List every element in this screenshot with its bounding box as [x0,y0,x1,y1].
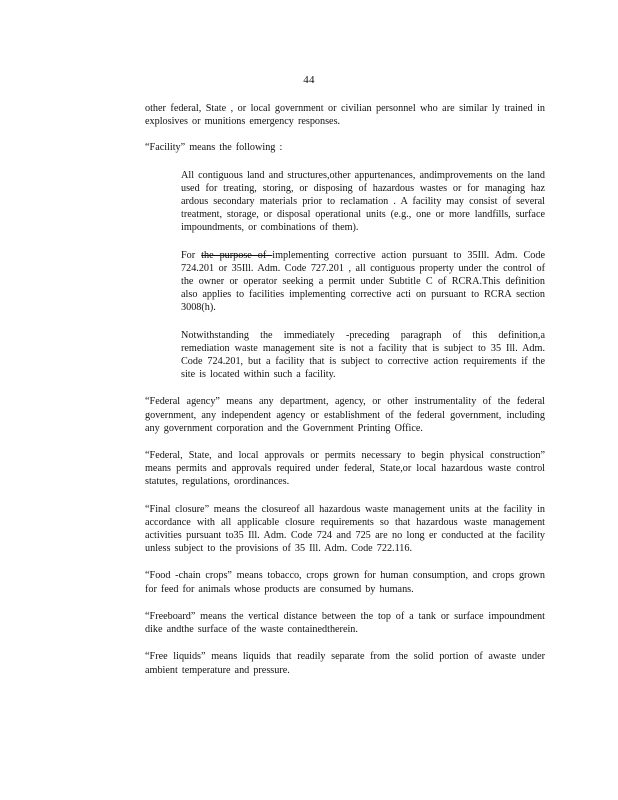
facility-subparagraph-2 [181,249,545,315]
subparagraph-lead: For [181,249,202,261]
definition-federal-agency: “Federal agency” means any department, agency, or other instrumentality of the federal government, any independent agency or establishment of the federal government, including any government corporation and the Government Printing Office. [145,396,545,434]
definition-food-chain-crops: “Food -chain crops” means tobacco, crops grown for human consumption, and crops grown for feed for animals whose products are consumed by humans. [145,570,545,595]
struck-text: the purpose of [201,249,273,261]
facility-subparagraph-1: All contiguous land and structures,other appurtenances, andimprovements on the land used for treating, storing, or disposing of hazardous wastes or for managing haz ardous secondary materials prior to reclamation . A facility may consist of several treatment, storage, or disposal operational units (e.g., one or more landfills, surface impoundments, or combinations of them). [181,169,545,234]
definition-final-closure: “Final closure” means the closureof all hazardous waste management units at the facility in accordance with all applicable closure requirements so that hazardous waste management activities pursuant to35 Ill. Adm. Code 724 and 725 are no long er conducted at the facility unless subject to the provisions of 35 Ill. Adm. Code 722.116. [145,503,545,555]
definition-free-liquids: “Free liquids” means liquids that readily separate from the solid portion of awaste under ambient temperature and pressure. [145,651,545,676]
document-body [145,102,545,691]
definition-freeboard: “Freeboard” means the vertical distance between the top of a tank or surface impoundment dike andthe surface of the waste containedtherein. [145,610,545,636]
subparagraph-rest: implementing corrective action pursuant to 35Ill. Adm. Code 724.201 or 35Ill. Adm. Code 727.201 , all contiguous property under the control of the owner or operator seeking a permit under Subtitle C of RCRA.This definition also applies to facilities implementing corrective acti on pursuant to RCRA section 3008(h). [181,249,546,314]
page-number: 44 [303,74,315,86]
definition-approvals-permits: “Federal, State, and local approvals or permits necessary to begin physical construction” means permits and approvals required under federal, State,or local hazardous waste control statutes, regulations, orordinances. [145,450,545,488]
definition-facility-heading: “Facility” means the following : [145,142,283,154]
facility-subparagraph-3: Notwithstanding the immediately -preceding paragraph of this definition,a remediation waste management site is not a facility that is subject to 35 Ill. Adm. Code 724.201, but a facility that is subject to corrective action requirements if the site is located within such a facility. [181,329,545,381]
paragraph-continuation: other federal, State , or local government or civilian personnel who are similar ly trained in explosives or munitions emergency responses. [145,103,545,128]
